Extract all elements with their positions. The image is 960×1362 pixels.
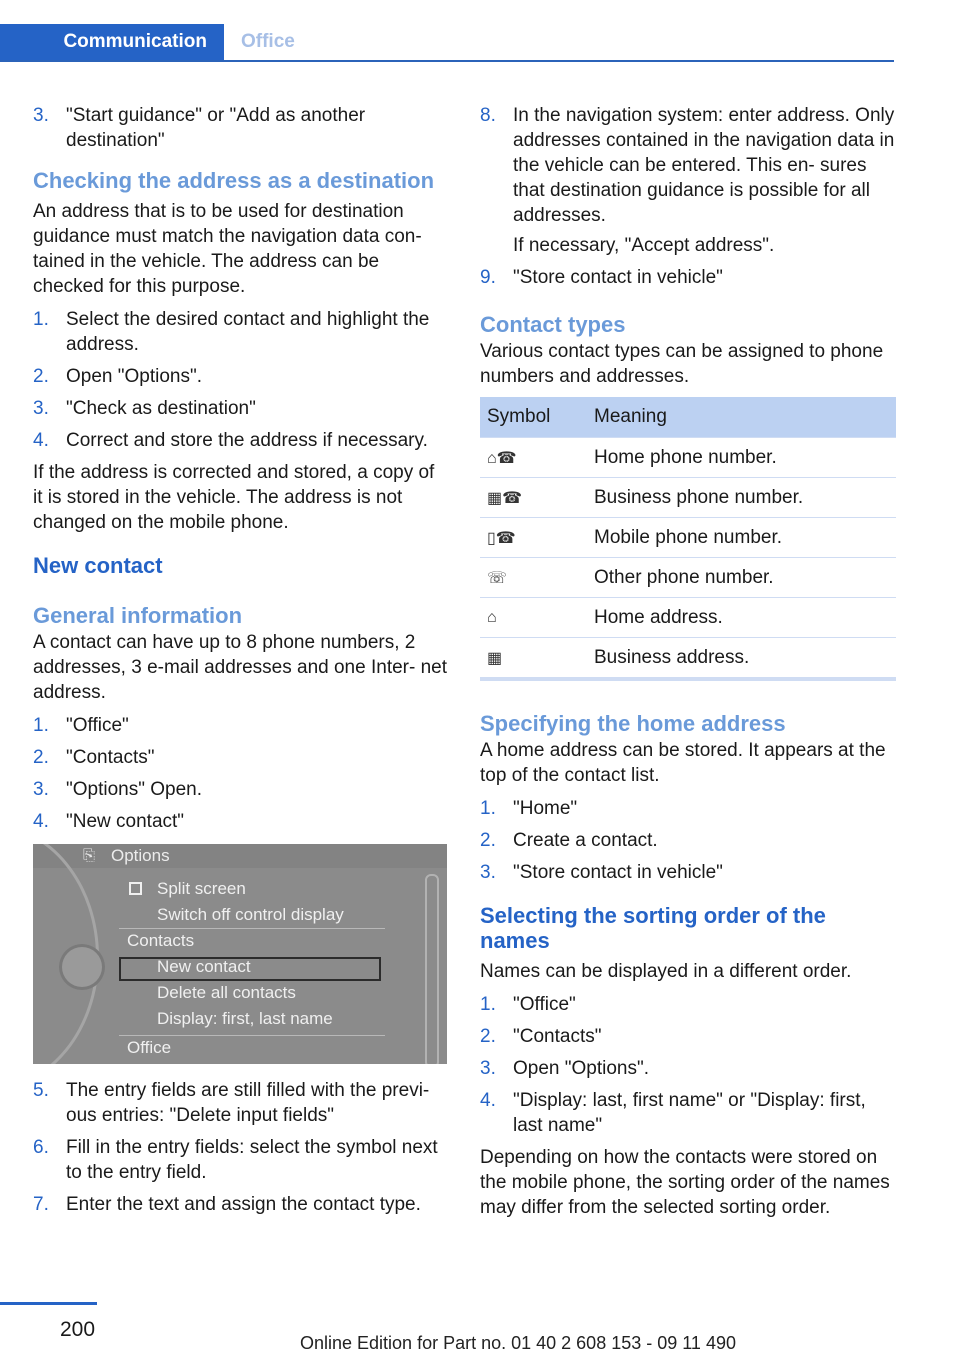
menu-section-office: Office	[127, 1038, 172, 1057]
sorting-steps	[480, 992, 896, 1138]
subsection-heading-general: General information	[33, 603, 243, 628]
mobile-phone-icon: ▯☎	[480, 518, 587, 558]
list-item: 3. "Check as destination"	[33, 398, 256, 419]
menu-section-contacts: Contacts	[127, 931, 195, 950]
table-header: Symbol	[480, 397, 587, 438]
home-phone-icon: ⌂☎	[480, 438, 587, 478]
continued-steps-9	[480, 265, 896, 290]
table-cell: Home address.	[587, 598, 896, 638]
paragraph: Various contact types can be assigned to phone numbers and addresses.	[480, 341, 884, 387]
right-column	[480, 103, 896, 1228]
table-row	[480, 478, 896, 518]
table-cell: Business address.	[587, 638, 896, 680]
menu-item-delete-all-contacts: Delete all contacts	[157, 983, 296, 1002]
paragraph: Names can be displayed in a different order.	[480, 961, 852, 982]
left-column	[33, 103, 449, 1224]
list-item: 1. "Office"	[480, 994, 576, 1015]
list-item: 1. "Office"	[33, 715, 129, 736]
list-item: 4. Correct and store the address if necessary.	[33, 430, 428, 451]
new-contact-steps	[33, 713, 449, 834]
menu-item-split-screen: Split screen	[157, 879, 246, 898]
list-item: 9. "Store contact in vehicle"	[480, 267, 723, 288]
paragraph: An address that is to be used for destination guidance must match the navigation data con‐ tained in the vehicle. The address can be checked for this purpose.	[33, 201, 422, 297]
options-title: Options	[111, 846, 170, 865]
business-address-icon: ▦	[480, 638, 587, 680]
list-item: 3. "Options" Open.	[33, 779, 203, 800]
new-contact-steps-continued	[33, 1078, 449, 1217]
paragraph: If the address is corrected and stored, a copy of it is stored in the vehicle. The address is not changed on the mobile phone.	[33, 462, 435, 533]
table-row	[480, 638, 896, 680]
table-cell: Other phone number.	[587, 558, 896, 598]
list-item: 3. Open "Options".	[480, 1058, 650, 1079]
contact-types-table	[480, 397, 896, 681]
section-heading-contact-types: Contact types	[480, 312, 626, 337]
tab-communication[interactable]: Communication	[0, 24, 224, 60]
paragraph: Depending on how the contacts were stored on the mobile phone, the sorting order of the names may differ from the selected sorting order.	[480, 1147, 890, 1218]
home-address-icon: ⌂	[480, 598, 587, 638]
other-phone-icon: ☏	[480, 558, 587, 598]
menu-item-switch-off-display: Switch off control display	[157, 905, 344, 924]
checking-steps	[33, 307, 449, 453]
table-cell: Home phone number.	[587, 438, 896, 478]
idrive-options-screenshot	[33, 844, 447, 1064]
section-heading-home-address: Specifying the home address	[480, 711, 786, 736]
list-item-note: If necessary, "Accept address".	[513, 235, 775, 256]
list-item: 2. "Contacts"	[33, 747, 155, 768]
continued-steps	[33, 103, 449, 153]
menu-item-display-order: Display: first, last name	[157, 1009, 333, 1028]
list-item: 4. "New contact"	[33, 811, 185, 832]
list-item: 7. Enter the text and assign the contact type.	[33, 1194, 421, 1215]
list-item: 5. The entry fields are still filled with the previ‐ ous entries: "Delete input fields"	[33, 1080, 430, 1126]
list-item: 3. "Start guidance" or "Add as another destination"	[33, 105, 366, 151]
table-row	[480, 518, 896, 558]
table-cell: Business phone number.	[587, 478, 896, 518]
table-header: Meaning	[587, 397, 896, 438]
list-item: 1. Select the desired contact and highlight the address.	[33, 309, 430, 355]
page-number: 200	[60, 1318, 96, 1341]
section-heading-new-contact: New contact	[33, 553, 163, 578]
list-item: 2. Create a contact.	[480, 830, 658, 851]
list-item: 1. "Home"	[480, 798, 578, 819]
table-row	[480, 598, 896, 638]
paragraph: A home address can be stored. It appears at the top of the contact list.	[480, 740, 886, 786]
home-address-steps	[480, 796, 896, 885]
business-phone-icon: ▦☎	[480, 478, 587, 518]
list-item: 6. Fill in the entry fields: select the symbol next to the entry field.	[33, 1137, 438, 1183]
checkbox-icon	[129, 882, 142, 895]
page-number-rule	[0, 1302, 97, 1305]
scroll-arc	[425, 874, 439, 1064]
table-cell: Mobile phone number.	[587, 518, 896, 558]
table-header-row	[480, 397, 896, 438]
continued-steps	[480, 103, 896, 228]
paragraph: A contact can have up to 8 phone numbers, 2 addresses, 3 e-mail addresses and one Inter‐ net address.	[33, 632, 448, 703]
divider	[119, 928, 385, 929]
footer-edition: Online Edition for Part no. 01 40 2 608 153 - 09 11 490	[300, 1333, 736, 1353]
section-heading-checking: Checking the address as a destination	[33, 168, 435, 193]
controller-knob-icon	[59, 944, 105, 990]
divider	[119, 1035, 385, 1036]
tab-office[interactable]: Office	[241, 31, 295, 52]
table-row	[480, 438, 896, 478]
list-item: 8. In the navigation system: enter address. Only addresses contained in the navigation data in the vehicle can be entered. This en‐ sures that destination guidance is possible for all addresses.	[480, 105, 895, 226]
list-item: 2. Open "Options".	[33, 366, 203, 387]
list-item: 2. "Contacts"	[480, 1026, 602, 1047]
list-item: 3. "Store contact in vehicle"	[480, 862, 723, 883]
table-row	[480, 558, 896, 598]
list-item: 4. "Display: last, first name" or "Display: first, last name"	[480, 1090, 866, 1136]
options-title-bar	[33, 844, 447, 868]
menu-item-new-contact: New contact	[157, 957, 251, 976]
section-heading-sorting-order: Selecting the sorting order of the names	[480, 903, 826, 953]
header-tabbar	[0, 24, 894, 62]
options-icon: ⎘	[83, 847, 96, 864]
